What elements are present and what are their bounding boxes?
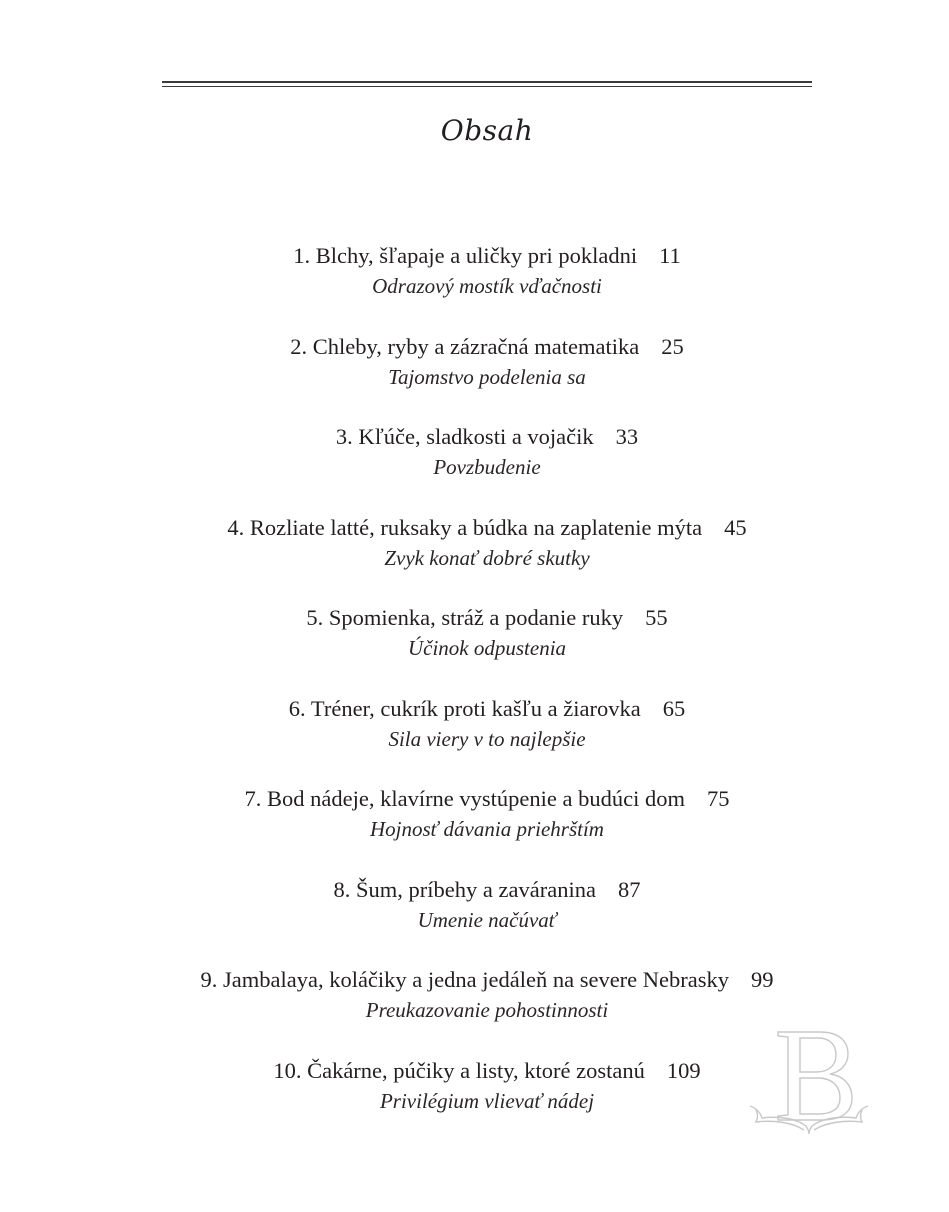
toc-entry-subtitle: Privilégium vlievať nádej bbox=[379, 1088, 595, 1113]
toc-entry-subtitle: Sila viery v to najlepšie bbox=[388, 726, 586, 751]
toc-entry-title: Blchy, šľapaje a uličky pri pokladni bbox=[315, 243, 638, 268]
toc-entry-title: Spomienka, stráž a podanie ruky bbox=[328, 605, 624, 630]
toc-entry-number: 8. bbox=[333, 876, 351, 902]
toc-entry-number: 5. bbox=[306, 605, 324, 630]
toc-entry-page: 11 bbox=[659, 243, 681, 268]
letter-b-book-watermark-icon bbox=[748, 1028, 870, 1136]
toc-entry-subtitle: Zvyk konať dobré skutky bbox=[384, 545, 590, 570]
header-rule-thick bbox=[162, 81, 812, 83]
toc-entry-number: 4. bbox=[227, 514, 245, 540]
toc-entry-title-line bbox=[0, 872, 949, 908]
toc-entry-page: 99 bbox=[751, 967, 774, 992]
toc-entry-title: Chleby, ryby a zázračná matematika bbox=[312, 333, 640, 359]
toc-entry-page: 33 bbox=[615, 424, 639, 449]
toc-entry-title: Bod nádeje, klavírne vystúpenie a budúci dom bbox=[266, 786, 686, 811]
header-rule-thin bbox=[162, 86, 812, 87]
toc-entry-page: 65 bbox=[662, 695, 686, 721]
toc-entry-number: 6. bbox=[288, 695, 306, 721]
toc-entry-title: Jambalaya, koláčiky a jedna jedáleň na severe Nebrasky bbox=[222, 967, 730, 992]
toc-entry-number: 1. bbox=[293, 243, 311, 268]
toc-entry-number: 7. bbox=[244, 786, 262, 811]
toc-entry-page: 87 bbox=[617, 876, 641, 902]
toc-entry-page: 75 bbox=[707, 786, 730, 811]
toc-entry-number: 9. bbox=[200, 967, 218, 992]
toc-entry-subtitle: Odrazový mostík vďačnosti bbox=[372, 274, 602, 298]
toc-entry-title: Šum, príbehy a zaváranina bbox=[356, 876, 596, 902]
toc-entry-3[interactable] bbox=[0, 419, 949, 510]
toc-entry-subtitle: Hojnosť dávania priehrštím bbox=[370, 817, 604, 841]
table-of-contents bbox=[0, 238, 949, 1143]
toc-entry-number: 10. bbox=[273, 1057, 302, 1083]
toc-entry-title: Tréner, cukrík proti kašľu a žiarovka bbox=[310, 695, 641, 721]
toc-entry-title-line bbox=[0, 510, 949, 546]
toc-entry-6[interactable] bbox=[0, 691, 949, 782]
toc-entry-title: Rozliate latté, ruksaky a búdka na zaplatenie mýta bbox=[249, 514, 703, 540]
toc-entry-title-line bbox=[0, 781, 949, 817]
toc-entry-subtitle: Účinok odpustenia bbox=[407, 636, 567, 660]
toc-entry-page: 55 bbox=[645, 605, 668, 630]
toc-entry-page: 25 bbox=[661, 333, 684, 359]
toc-entry-title-line bbox=[0, 238, 949, 274]
toc-entry-4[interactable] bbox=[0, 510, 949, 601]
page-title: Obsah bbox=[440, 114, 534, 147]
toc-entry-7[interactable] bbox=[0, 781, 949, 872]
toc-entry-5[interactable] bbox=[0, 600, 949, 691]
toc-entry-title: Čakárne, púčiky a listy, ktoré zostanú bbox=[307, 1057, 645, 1083]
toc-entry-subtitle: Umenie načúvať bbox=[417, 907, 557, 932]
toc-entry-number: 2. bbox=[290, 333, 308, 359]
toc-entry-1[interactable] bbox=[0, 238, 949, 329]
toc-entry-title-line bbox=[0, 419, 949, 455]
toc-entry-subtitle: Tajomstvo podelenia sa bbox=[388, 364, 586, 389]
toc-entry-title-line bbox=[0, 691, 949, 727]
toc-entry-2[interactable] bbox=[0, 329, 949, 420]
toc-entry-8[interactable] bbox=[0, 872, 949, 963]
toc-entry-number: 3. bbox=[335, 424, 353, 449]
toc-entry-subtitle: Preukazovanie pohostinnosti bbox=[365, 998, 609, 1022]
toc-entry-title: Kľúče, sladkosti a vojačik bbox=[358, 424, 594, 449]
toc-entry-page: 45 bbox=[724, 514, 747, 540]
toc-entry-title-line bbox=[0, 962, 949, 998]
toc-entry-page: 109 bbox=[666, 1057, 701, 1083]
toc-entry-title-line bbox=[0, 329, 949, 365]
toc-entry-subtitle: Povzbudenie bbox=[433, 455, 541, 479]
toc-entry-title-line bbox=[0, 600, 949, 636]
